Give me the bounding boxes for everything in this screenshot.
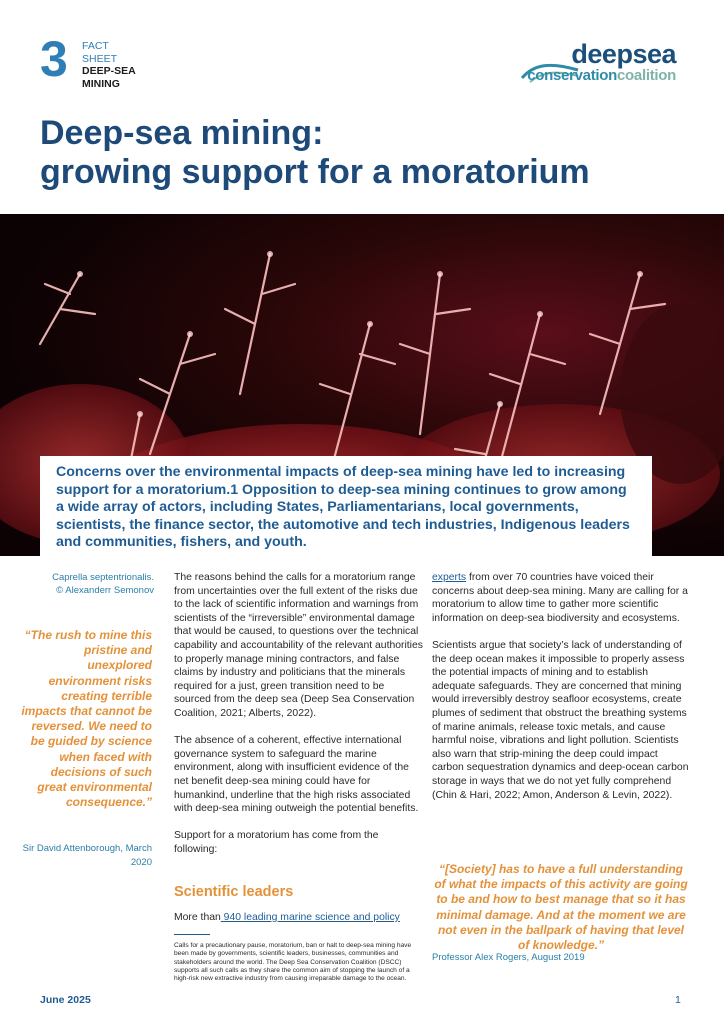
fact-label-line-4: MINING bbox=[82, 77, 120, 90]
fact-sheet-label bbox=[82, 40, 136, 90]
logo-conservation-word: conservation bbox=[527, 67, 618, 84]
body-paragraph: Support for a moratorium has come from the following: bbox=[174, 830, 379, 855]
photo-credit bbox=[34, 571, 154, 597]
footer-date: June 2025 bbox=[40, 994, 91, 1006]
hero-summary-text: Concerns over the environmental impacts of deep-sea mining have led to increasing support for a moratorium.1 Opposition to deep-sea mining continues to grow among a wide array of actors, including States, Parliamentarians, local governments, scientists, the finance sector, the automotive and tech industries, Indigenous leaders and communities, fishers, and youth. bbox=[56, 464, 630, 550]
scientists-sentence-prefix: More than bbox=[174, 912, 221, 923]
body-paragraph: The absence of a coherent, effective international governance system to safeguard the marine environment, along with insufficient evidence of the net benefit deep-sea mining could have for humankind, underline that the high risks associated with deep-sea mining outweigh the potential benefits. bbox=[174, 735, 419, 815]
footnote-divider bbox=[174, 934, 210, 935]
fact-sheet-number: 3 bbox=[40, 31, 68, 87]
fact-label-line-1: FACT bbox=[82, 40, 109, 52]
footnote: Calls for a precautionary pause, moratorium, ban or halt to deep-sea mining have been made by governments, scientific leaders, businesses, communities and stakeholders around the world. The Deep Sea Conservation Coalition (DSCC) supports all such calls as they share the common aim of stopping the launch of a high-risk new extractive industry from causing irreparable damage to the ocean. bbox=[174, 942, 412, 983]
page-number: 1 bbox=[675, 994, 681, 1006]
body-column-right bbox=[432, 571, 690, 816]
attenborough-quote: “The rush to mine this pristine and unexplored environment risks creating terrible impacts that cannot be reversed. We need to be guided by science when faced with decisions of such great environmental consequence.” bbox=[21, 628, 152, 810]
fact-label-line-3: DEEP-SEA bbox=[82, 65, 136, 77]
page-title bbox=[40, 114, 680, 192]
title-line-2: growing support for a moratorium bbox=[40, 153, 590, 191]
rogers-quote-attribution: Professor Alex Rogers, August 2019 bbox=[432, 952, 585, 963]
title-line-1: Deep-sea mining: bbox=[40, 114, 324, 152]
photo-credit-author: © Alexanderr Semonov bbox=[56, 585, 154, 596]
logo-deepsea-text: deepsea bbox=[571, 39, 676, 69]
body-column-middle bbox=[174, 571, 424, 870]
photo-credit-species: Caprella septentrionalis. bbox=[52, 572, 154, 583]
section-heading-scientific-leaders: Scientific leaders bbox=[174, 884, 294, 900]
rogers-quote: “[Society] has to have a full understanding of what the impacts of this activity are going to be and how to best manage that so it has minimal damage. And at the moment we are not even in the ballpark of having that level of knowledge.” bbox=[434, 862, 688, 953]
body-paragraph: The reasons behind the calls for a moratorium range from uncertainties over the full extent of the risks due to the lack of scientific information and warnings from scientists of the “irreversible” environmental damage that would be caused, to questions over the technical capability and accountability of the relevant authorities to properly manage mining contractors, and false claims by industry and politicians that the minerals required for a just, green transition need to be sourced from the deep sea (Deep Sea Conservation Coalition, 2021; Alberts, 2022). bbox=[174, 572, 423, 719]
logo-conservation-coalition-text bbox=[527, 68, 676, 84]
scientists-statement-link[interactable]: 940 leading marine science and policy bbox=[220, 912, 400, 923]
body-paragraph bbox=[432, 571, 690, 625]
experts-link[interactable]: experts bbox=[432, 572, 467, 583]
hero-summary-box bbox=[40, 456, 652, 556]
scientists-sentence bbox=[174, 912, 400, 923]
deep-sea-conservation-coalition-logo bbox=[520, 36, 690, 96]
logo-coalition-word: coalition bbox=[617, 67, 676, 84]
experts-paragraph-rest: from over 70 countries have voiced their concerns about deep-sea mining. Many are calling for a moratorium to allow time to gather more scientific information on deep-sea biodiversity and ecosystems. bbox=[432, 572, 688, 624]
body-paragraph: Scientists argue that society’s lack of understanding of the deep ocean makes it impossible to properly assess the potential impacts of mining and to establish adequate safeguards. They are concerned that mining would irreversibly destroy seafloor ecosystems, create plumes of sediment that obstruct the breathing systems of marine animals, release toxic metals, and cause harmful noise, vibrations and light pollution. Scientists also warn that strip-mining the deep could impact carbon sequestration dynamics and deep-ocean carbon storage in ways that we do not yet fully comprehend (Chin & Hari, 2022; Amon, Anderson & Levin, 2022). bbox=[432, 639, 689, 801]
fact-label-line-2: SHEET bbox=[82, 52, 118, 65]
attenborough-quote-attribution: Sir David Attenborough, March 2020 bbox=[22, 843, 152, 868]
